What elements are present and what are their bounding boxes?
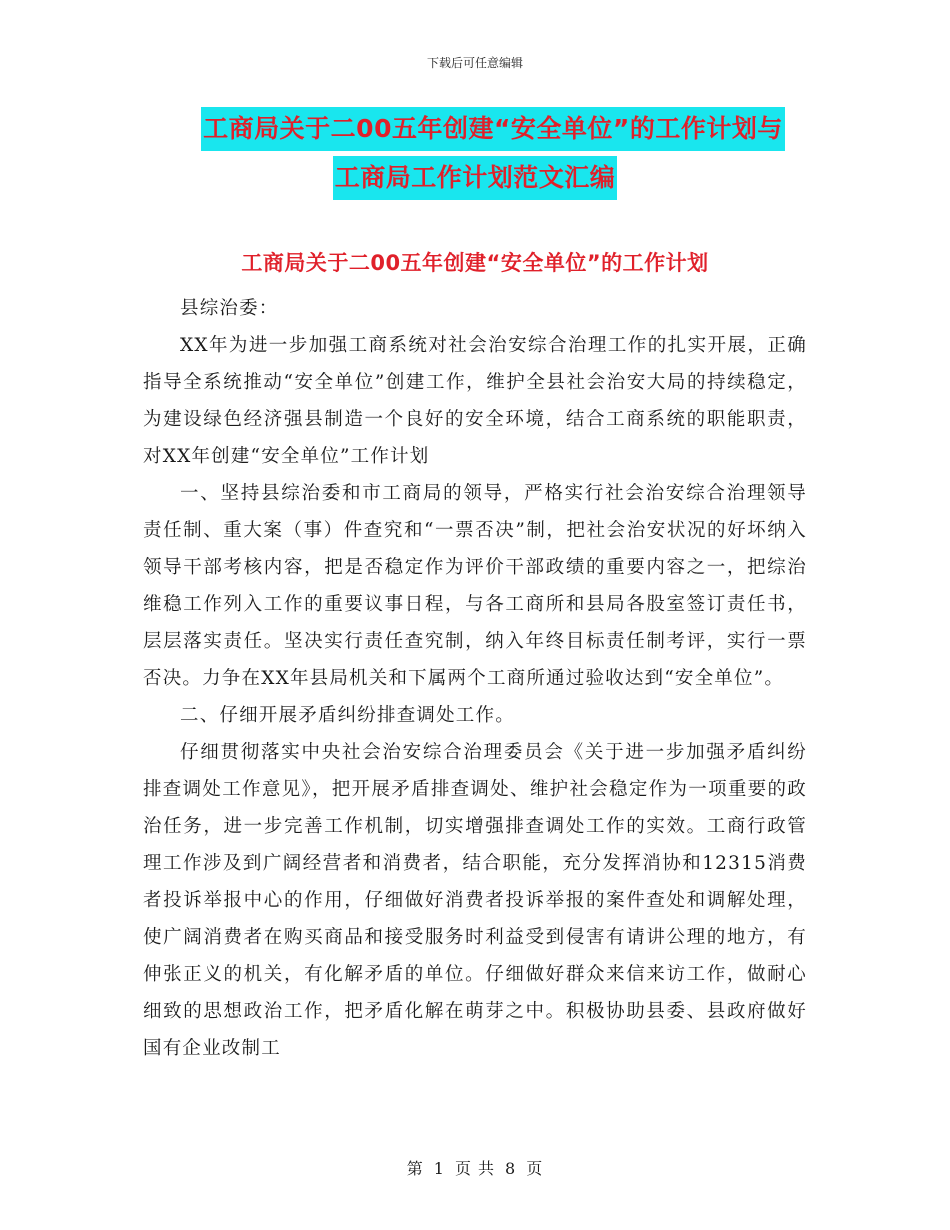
footer-prefix: 第 — [406, 1159, 424, 1178]
document-title — [0, 107, 950, 200]
document-body — [143, 290, 807, 1067]
body-paragraph: 仔细贯彻落实中央社会治安综合治理委员会《关于进一步加强矛盾纠纷排查调处工作意见》，把开展矛盾排查调处、维护社会稳定作为一项重要的政治任务，进一步完善工作机制，切实增强排查调处工作的实效。工商行政管理工作涉及到广阔经营者和消费者，结合职能，充分发挥消协和12315消费者投诉举报中心的作用，仔细做好消费者投诉举报的案件查处和调解处理，使广阔消费者在购买商品和接受服务时利益受到侵害有请讲公理的地方，有伸张正义的机关，有化解矛盾的单位。仔细做好群众来信来访工作，做耐心细致的思想政治工作，把矛盾化解在萌芽之中。积极协助县委、县政府做好国有企业改制工 — [143, 742, 807, 1059]
footer-middle: 页 共 — [454, 1159, 496, 1178]
body-paragraph: XX年为进一步加强工商系统对社会治安综合治理工作的扎实开展，正确指导全系统推动“安全单位”创建工作，维护全县社会治安大局的持续稳定，为建设绿色经济强县制造一个良好的安全环境，结合工商系统的职能职责，对XX年创建“安全单位”工作计划 — [143, 335, 807, 467]
page-footer — [0, 1156, 950, 1179]
section-title: 工商局关于二00五年创建“安全单位”的工作计划 — [241, 251, 709, 275]
title-line-2: 工商局工作计划范文汇编 — [333, 156, 618, 200]
body-paragraph: 一、坚持县综治委和市工商局的领导，严格实行社会治安综合治理领导责任制、重大案（事）件查究和“一票否决”制，把社会治安状况的好坏纳入领导干部考核内容，把是否稳定作为评价干部政绩的重要内容之一，把综治维稳工作列入工作的重要议事日程，与各工商所和县局各股室签订责任书，层层落实责任。坚决实行责任查究制，纳入年终目标责任制考评，实行一票否决。力争在XX年县局机关和下属两个工商所通过验收达到“安全单位”。 — [143, 483, 807, 689]
page-header-note: 下载后可任意编辑 — [426, 56, 523, 70]
footer-page-number: 1 — [433, 1159, 445, 1178]
footer-total-pages: 8 — [505, 1159, 517, 1178]
title-line-1: 工商局关于二00五年创建“安全单位”的工作计划与 — [201, 107, 785, 151]
footer-suffix: 页 — [526, 1159, 544, 1178]
body-paragraph: 县综治委： — [180, 298, 279, 319]
body-paragraph: 二、仔细开展矛盾纠纷排查调处工作。 — [180, 705, 515, 726]
